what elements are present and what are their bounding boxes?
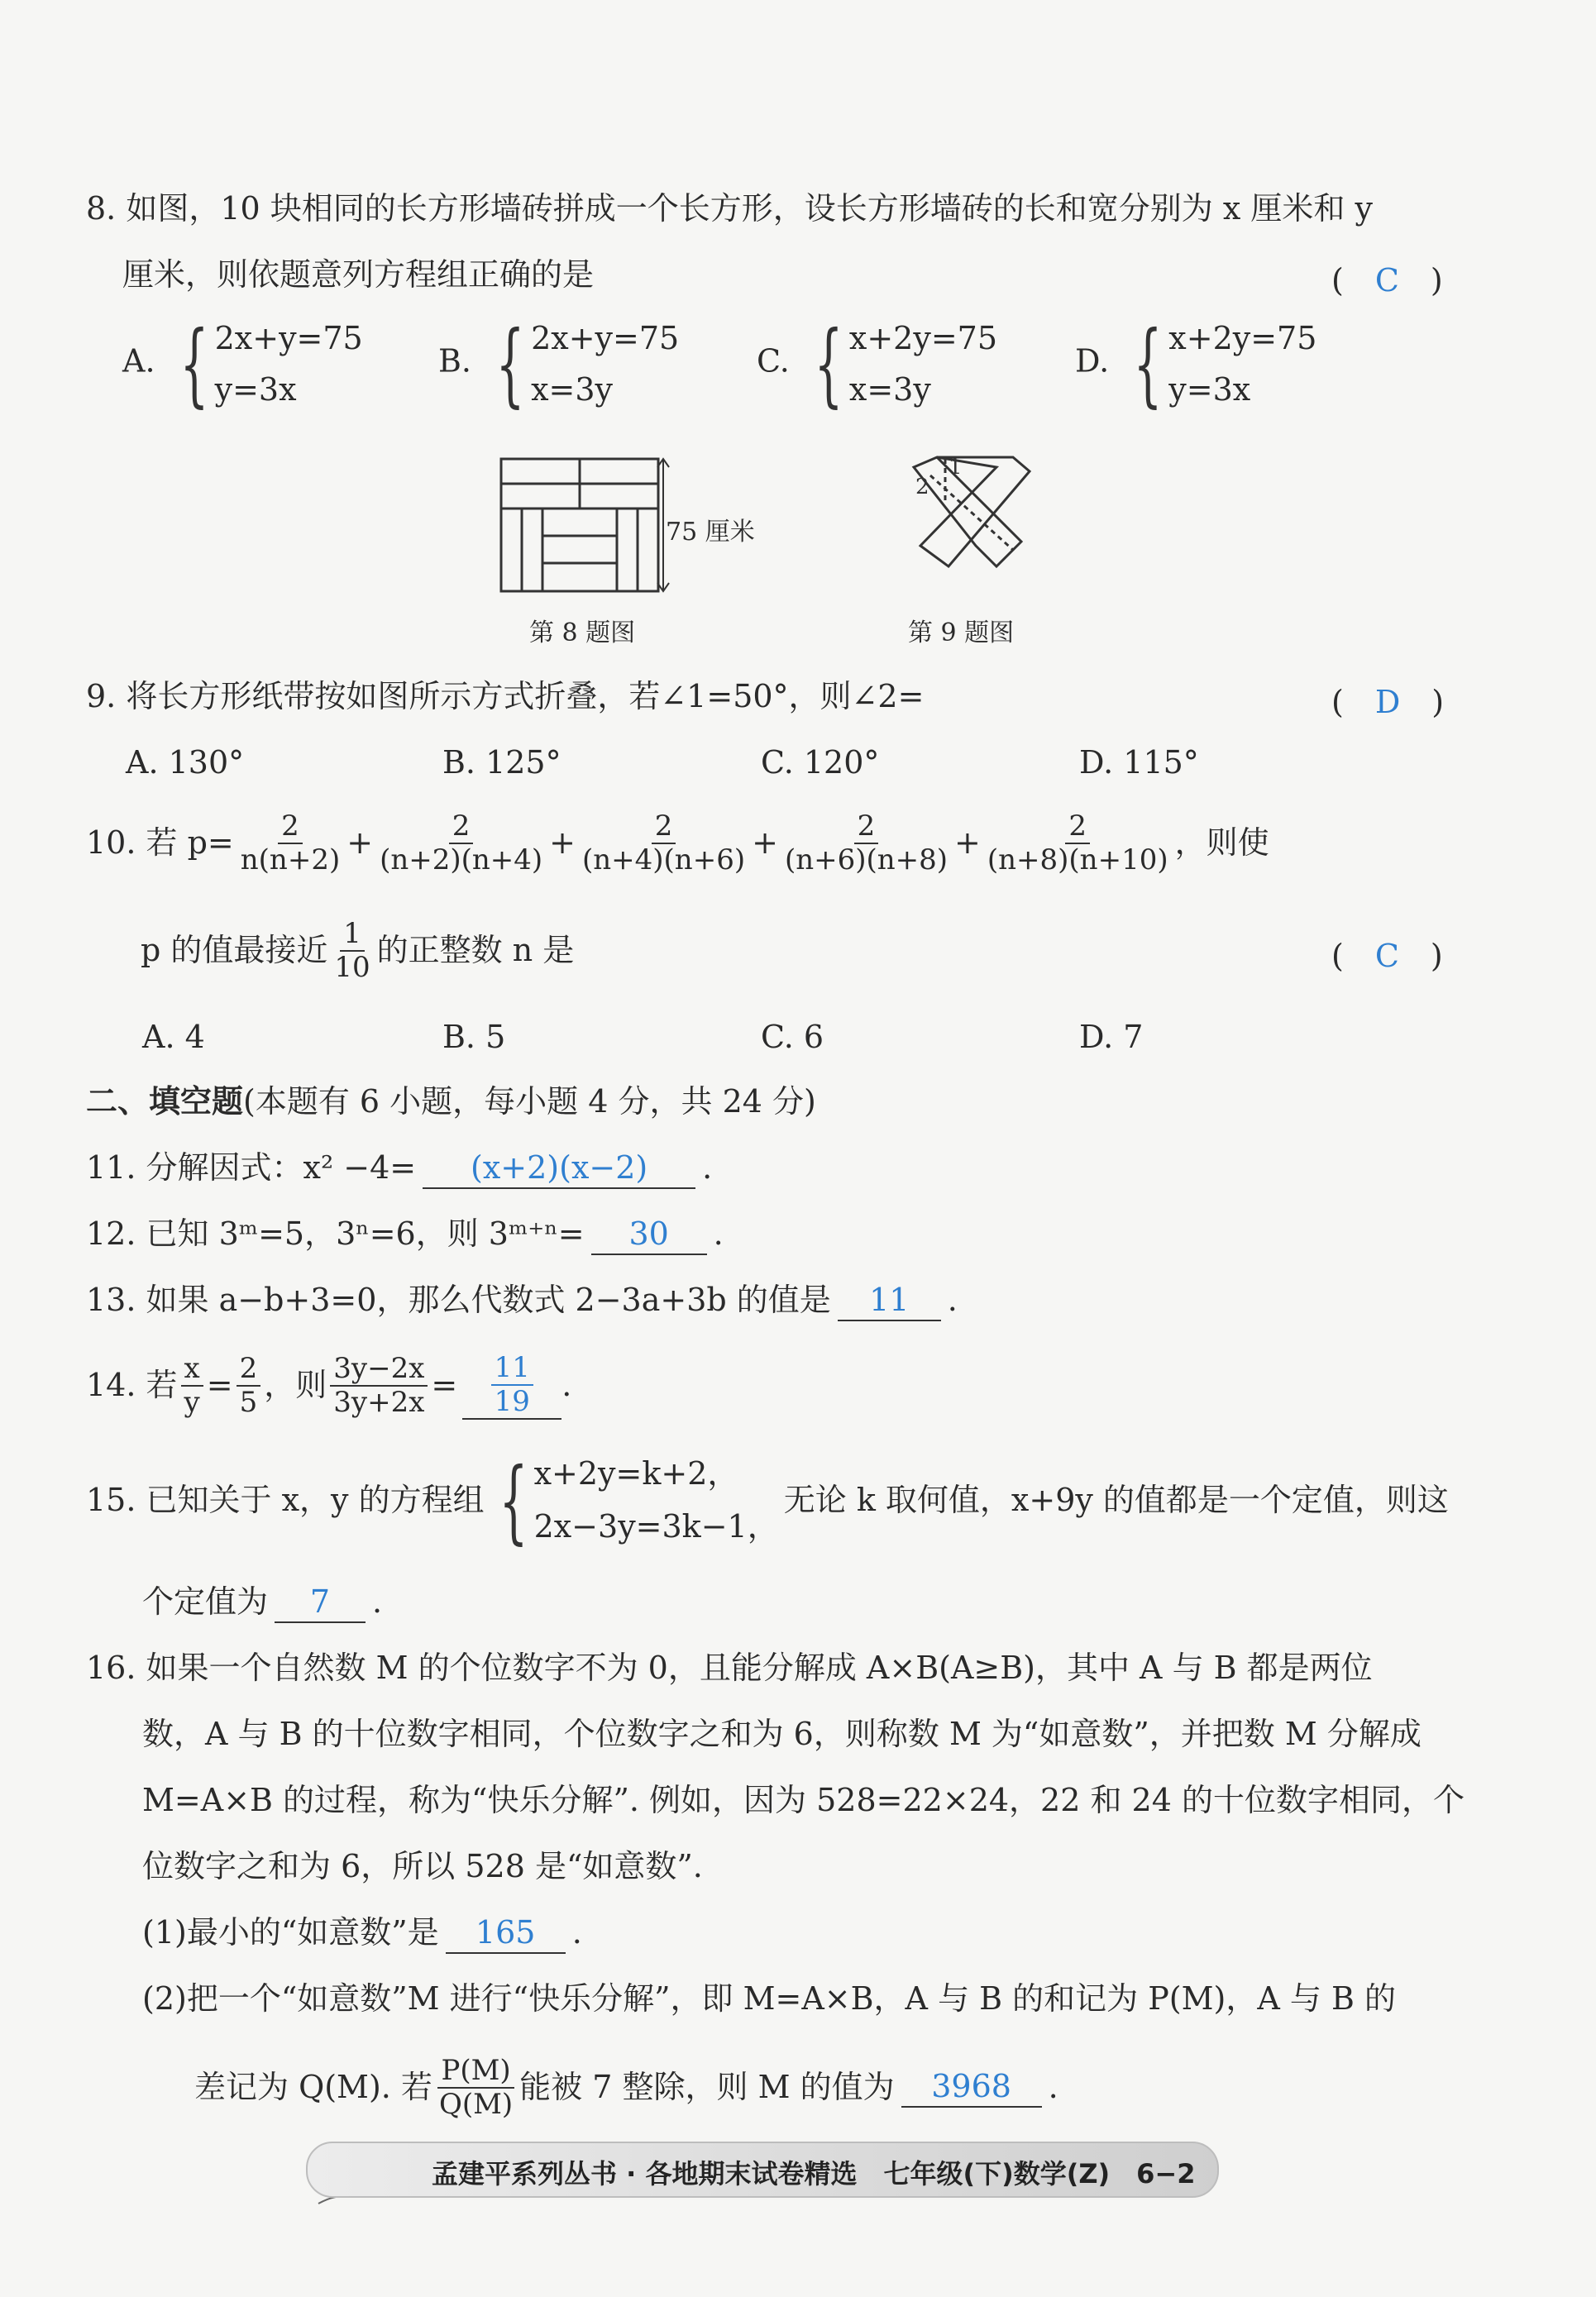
q11-answer: (x+2)(x−2): [423, 1149, 695, 1189]
q8-option-b-eq2: x=3y: [531, 371, 614, 408]
q8-line1: 8. 如图，10 块相同的长方形墙砖拼成一个长方形，设长方形墙砖的长和宽分别为 x 厘米和 y: [86, 190, 1373, 227]
q8-option-d: D. { x+2y=75 y=3x: [1075, 311, 1317, 417]
q8-option-c-eq2: x=3y: [848, 371, 931, 408]
section2-note: (本题有 6 小题，每小题 4 分，共 24 分): [243, 1083, 816, 1120]
q8-option-d-eq1: x+2y=75: [1168, 320, 1317, 356]
q11: 11. 分解因式：x² −4= (x+2)(x−2) .: [86, 1149, 712, 1189]
footer-text: 孟建平系列丛书 · 各地期末试卷精选 七年级(下)数学(Z) 6−2: [432, 2158, 1196, 2190]
q11-text: 11. 分解因式：x² −4=: [86, 1149, 417, 1186]
q16-line2: 数，A 与 B 的十位数字相同，个位数字之和为 6，则称数 M 为“如意数”，并把数 M 分解成: [142, 1716, 1422, 1752]
q8-option-a-eq1: 2x+y=75: [214, 320, 363, 356]
q8-figure-label: 75 厘米: [666, 518, 755, 547]
q10-line1: [86, 810, 1269, 876]
q16-part2-line1: (2)把一个“如意数”M 进行“快乐分解”，即 M=A×B，A 与 B 的和记为 P(M)，A 与 B 的: [142, 1980, 1396, 2017]
q8-option-c-label: C.: [757, 342, 790, 380]
q10-plus-3: +: [752, 824, 778, 862]
q10-frac-1: $\frac{2}{n(n+2)}$: [240, 809, 341, 877]
q9-answer: D: [1374, 684, 1401, 720]
q10-frac-2: $\frac{2}{(n+2)(n+4)}$: [380, 809, 543, 877]
q15-line2-text: 个定值为: [142, 1583, 269, 1620]
q10-answer-bracket: ( C ): [1331, 938, 1443, 974]
q16-line1: 16. 如果一个自然数 M 的个位数字不为 0，且能分解成 A×B(A≥B)，其中 A 与 B 都是两位: [86, 1650, 1373, 1686]
q10-frac-5: $\frac{2}{(n+8)(n+10)}$: [987, 809, 1168, 877]
q8-line2: 厘米，则依题意列方程组正确的是: [122, 256, 595, 293]
q10-option-b: B. 5: [442, 1019, 506, 1055]
q10-plus-4: +: [954, 824, 981, 862]
q13-text: 13. 如果 a−b+3=0，那么代数式 2−3a+3b 的值是: [86, 1282, 831, 1318]
q8-answer-bracket: ( C ): [1331, 262, 1443, 298]
q12: 12. 已知 3ᵐ=5，3ⁿ=6，则 3ᵐ⁺ⁿ= 30 .: [86, 1215, 724, 1255]
q8-option-a-eq2: y=3x: [214, 371, 297, 408]
q8-option-c: C. { x+2y=75 x=3y: [757, 311, 998, 417]
q10-plus-2: +: [549, 824, 576, 862]
q12-text: 12. 已知 3ᵐ=5，3ⁿ=6，则 3ᵐ⁺ⁿ=: [86, 1215, 585, 1252]
q10-answer: C: [1374, 938, 1399, 974]
q13: 13. 如果 a−b+3=0，那么代数式 2−3a+3b 的值是 11 .: [86, 1282, 958, 1321]
q9-text: 9. 将长方形纸带按如图所示方式折叠，若∠1=50°，则∠2=: [86, 678, 925, 714]
q15-eq1: x+2y=k+2，: [533, 1455, 739, 1492]
q9-angle-2: 2: [915, 475, 929, 499]
q10-suffix: ，则使: [1174, 824, 1269, 862]
q10-target-frac: $\frac{1}{10}$: [334, 917, 370, 985]
q9-option-a: A. 130°: [126, 744, 245, 781]
q14-frac-25: $\frac{2}{5}$: [237, 1353, 261, 1419]
q14-prefix: 14. 若: [86, 1367, 178, 1404]
q16-line4: 位数字之和为 6，所以 528 是“如意数”.: [142, 1848, 703, 1884]
q16-part2-line2: 差记为 Q(M). 若 $\frac{P(M)}{Q(M)}$ 能被 7 整除，则 M 的值为 3968 .: [194, 2054, 1058, 2122]
q16-line3: M=A×B 的过程，称为“快乐分解”. 例如，因为 528=22×24，22 和 24 的十位数字相同，个: [142, 1782, 1465, 1818]
q12-answer: 30: [591, 1215, 707, 1255]
q8-option-c-eq1: x+2y=75: [848, 320, 998, 356]
q15-line1: 15. 已知关于 x，y 的方程组 { x+2y=k+2， 2x−3y=3k−1， 无论 k 取何值，x+9y 的值都是一个定值，则这: [86, 1448, 1449, 1554]
q10-frac-3: $\frac{2}{(n+4)(n+6)}$: [582, 809, 746, 877]
q8-option-b: B. { 2x+y=75 x=3y: [438, 311, 680, 417]
q8-caption: 第 8 题图: [529, 618, 636, 647]
q16-answer1: 165: [446, 1914, 566, 1954]
q8-option-a-label: A.: [122, 342, 155, 380]
q10-option-d: D. 7: [1079, 1019, 1144, 1055]
q9-answer-bracket: ( D ): [1331, 684, 1445, 720]
q8-option-d-eq2: y=3x: [1168, 371, 1251, 408]
section2-title: 二、填空题: [86, 1083, 244, 1120]
q9-option-c: C. 120°: [761, 744, 880, 781]
q10-line2: [141, 918, 574, 984]
q10-prefix: 10. 若 p=: [86, 824, 234, 862]
q15-suffix: 无论 k 取何值，x+9y 的值都是一个定值，则这: [783, 1482, 1449, 1519]
q16-frac: $\frac{P(M)}{Q(M)}$: [438, 2054, 514, 2122]
q16-part2-b: 能被 7 整除，则 M 的值为: [519, 2069, 895, 2106]
footer-bar: [306, 2142, 1219, 2198]
q14-frac-expr: $\frac{3y-2x}{3y+2x}$: [330, 1353, 428, 1419]
q16-part1-text: (1)最小的“如意数”是: [142, 1914, 439, 1951]
q9-option-b: B. 125°: [442, 744, 561, 781]
q14-frac-xy: $\frac{x}{y}$: [181, 1353, 203, 1419]
q9-strip-1: [914, 457, 1021, 566]
q16-answer2: 3968: [901, 2068, 1042, 2108]
q14-eq-1: =: [206, 1367, 233, 1404]
q8-option-d-label: D.: [1075, 342, 1110, 380]
q8-option-b-label: B.: [438, 342, 472, 380]
q10-option-c: C. 6: [761, 1019, 824, 1055]
q14-answer: $\frac{11}{19}$: [462, 1352, 561, 1420]
q10-option-a: A. 4: [142, 1019, 205, 1055]
q16-part1: (1)最小的“如意数”是 165 .: [142, 1914, 582, 1954]
q8-option-b-eq1: 2x+y=75: [531, 320, 680, 356]
q16-part2-a: 差记为 Q(M). 若: [194, 2069, 432, 2106]
q10-plus-1: +: [346, 824, 374, 862]
q9-angle-1: 1: [949, 455, 963, 480]
q15-prefix: 15. 已知关于 x，y 的方程组: [86, 1482, 485, 1519]
q13-answer: 11: [838, 1282, 941, 1321]
q9-figure: [897, 451, 1046, 599]
q14-eq-2: =: [431, 1367, 458, 1404]
q10-frac-4: $\frac{2}{(n+6)(n+8)}$: [784, 809, 949, 877]
q14: 14. 若 $\frac{x}{y}$ = $\frac{2}{5}$ ，则 $\frac{3y-2x}{3y+2x}$ = $\frac{11}{19}$ .: [86, 1351, 572, 1420]
q8-answer: C: [1374, 262, 1399, 298]
q15-line2: 个定值为 7 .: [142, 1583, 382, 1623]
q9-option-d: D. 115°: [1079, 744, 1199, 781]
q14-mid: ，则: [264, 1367, 327, 1404]
q10-line2-b: 的正整数 n 是: [376, 932, 575, 969]
q15-answer: 7: [275, 1583, 366, 1623]
q10-line2-a: p 的值最接近: [141, 932, 328, 969]
q9-caption: 第 9 题图: [908, 618, 1015, 647]
q15-eq2: 2x−3y=3k−1，: [533, 1508, 779, 1545]
q8-option-a: A. { 2x+y=75 y=3x: [122, 311, 363, 417]
section2-heading: [86, 1083, 816, 1121]
